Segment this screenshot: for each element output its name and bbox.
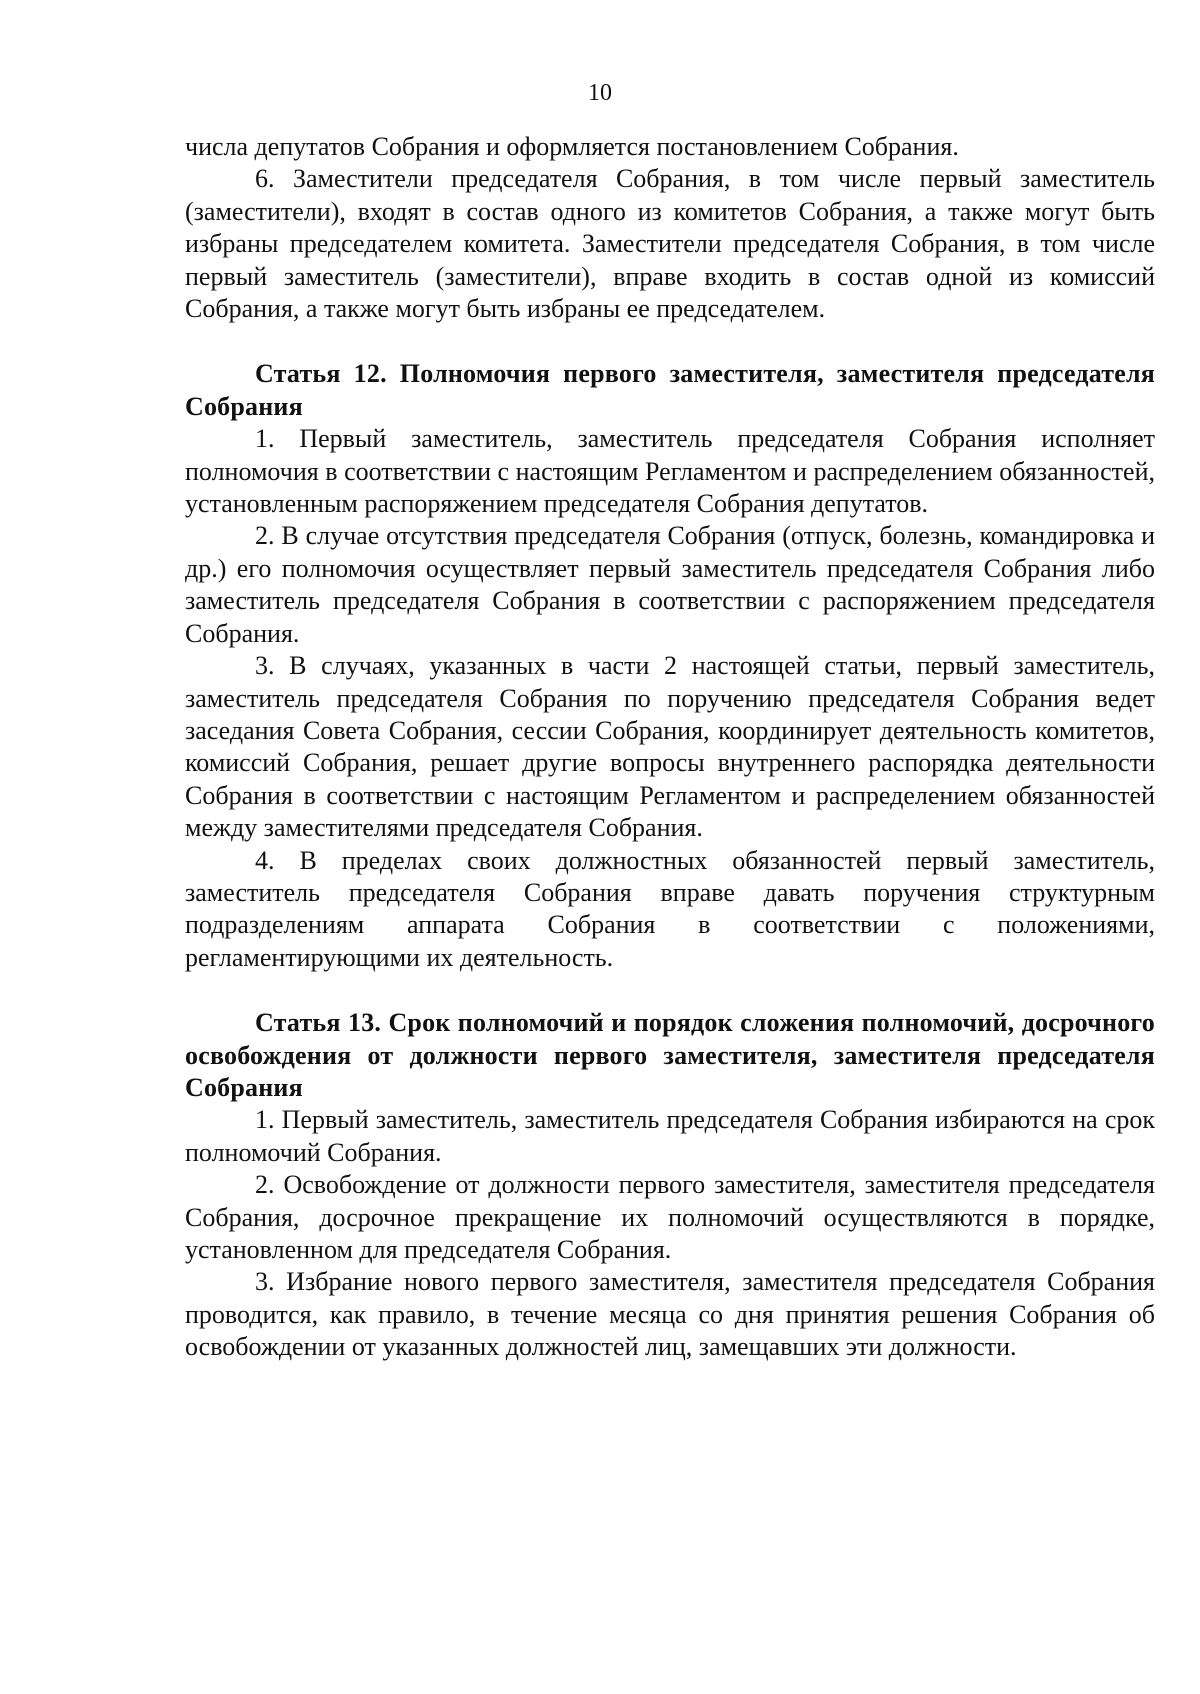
paragraph-item-6: 6. Заместители председателя Собрания, в том числе первый заместитель (заместители), входят в состав одного из комитетов Собрания, а также могут быть избраны председателем комитета. Заместители председателя Собрания, в том числе первый заместитель (заместители), вправе входить в состав одной из комиссий Собрания, а также могут быть избраны ее председателем. bbox=[185, 164, 1155, 324]
paragraph-continuation: числа депутатов Собрания и оформляется постановлением Собрания. bbox=[185, 132, 959, 161]
article-13-heading: Статья 13. Срок полномочий и порядок сложения полномочий, досрочного освобождения от должности первого заместителя, заместителя председателя Собрания bbox=[185, 1008, 1155, 1102]
article-13-item-1: 1. Первый заместитель, заместитель председателя Собрания избираются на срок полномочий Собрания. bbox=[185, 1105, 1155, 1167]
page-number: 10 bbox=[588, 80, 612, 106]
article-13-item-2: 2. Освобождение от должности первого заместителя, заместителя председателя Собрания, досрочное прекращение их полномочий осуществляются в порядке, установленном для председателя Собрания. bbox=[185, 1170, 1155, 1264]
article-13-item-3: 3. Избрание нового первого заместителя, заместителя председателя Собрания проводится, как правило, в течение месяца со дня принятия решения Собрания об освобождении от указанных должностей лиц, замещавших эти должности. bbox=[185, 1267, 1155, 1362]
article-12-item-2: 2. В случае отсутствия председателя Собрания (отпуск, болезнь, командировка и др.) его полномочия осуществляет первый заместитель председателя Собрания либо заместитель председателя Собрания в соответствии с распоряжением председателя Собрания. bbox=[185, 521, 1155, 648]
article-12-heading: Статья 12. Полномочия первого заместителя, заместителя председателя Собрания bbox=[185, 359, 1155, 421]
article-12-item-1: 1. Первый заместитель, заместитель председателя Собрания исполняет полномочия в соответствии с настоящим Регламентом и распределением обязанностей, установленным распоряжением председателя Собрания депутатов. bbox=[185, 424, 1155, 519]
document-body bbox=[185, 131, 1155, 1364]
article-12-item-4: 4. В пределах своих должностных обязанностей первый заместитель, заместитель председателя Собрания вправе давать поручения структурным подразделениям аппарата Собрания в соответствии с положениями, регламентирующими их деятельность. bbox=[185, 845, 1155, 972]
article-12-item-3: 3. В случаях, указанных в части 2 настоящей статьи, первый заместитель, заместитель председателя Собрания по поручению председателя Собрания ведет заседания Совета Собрания, сессии Собрания, координирует деятельность комитетов, комиссий Собрания, решает другие вопросы внутреннего распорядка деятельности Собрания в соответствии с настоящим Регламентом и распределением обязанностей между заместителями председателя Собрания. bbox=[185, 651, 1155, 843]
blank-page-area bbox=[0, 1460, 1200, 1694]
